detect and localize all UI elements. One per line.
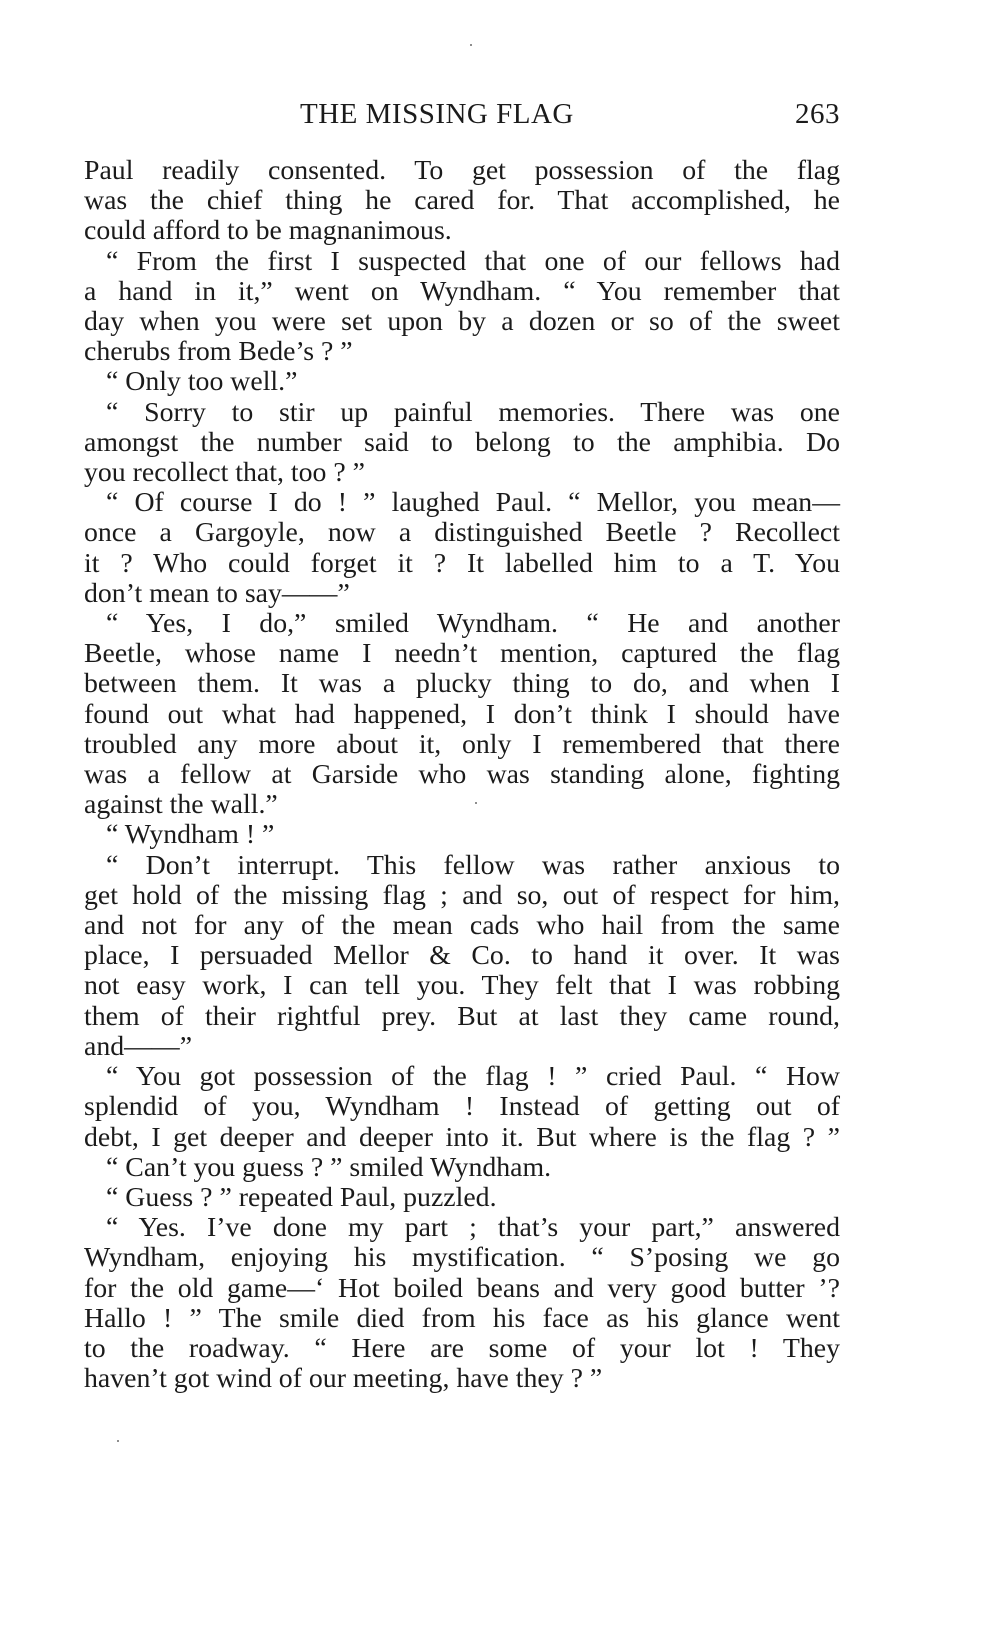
text-line: don’t mean to say——” (84, 577, 350, 609)
text-line: and not for any of the mean cads who hail from the same (84, 910, 840, 942)
running-title: THE MISSING FLAG (300, 98, 574, 130)
text-line: debt, I get deeper and deeper into it. But where is the flag ? ” (84, 1121, 840, 1153)
text-line: found out what had happened, I don’t think I should have (84, 698, 840, 730)
text-line: a hand in it,” went on Wyndham. “ You remember that (84, 275, 840, 307)
text-line: it ? Who could forget it ? It labelled him to a T. You (84, 547, 840, 579)
text-line: not easy work, I can tell you. They felt that I was robbing (84, 970, 840, 1002)
text-line: was a fellow at Garside who was standing alone, fighting (84, 759, 840, 791)
text-line: splendid of you, Wyndham ! Instead of getting out of (84, 1091, 840, 1123)
text-line: once a Gargoyle, now a distinguished Beetle ? Recollect (84, 517, 840, 549)
text-line: “ Yes, I do,” smiled Wyndham. “ He and another (106, 608, 840, 640)
text-line: “ Only too well.” (106, 366, 298, 398)
page-content (84, 98, 840, 1394)
text-line: get hold of the missing flag ; and so, out of respect for him, (84, 879, 840, 911)
text-line: to the roadway. “ Here are some of your lot ! They (84, 1332, 840, 1364)
text-line: you recollect that, too ? ” (84, 457, 365, 489)
text-line: them of their rightful prey. But at last they came round, (84, 1000, 840, 1032)
text-line: troubled any more about it, only I remembered that there (84, 728, 840, 760)
text-line: “ Can’t you guess ? ” smiled Wyndham. (106, 1151, 552, 1183)
page-number: 263 (795, 98, 840, 130)
text-line: “ Sorry to stir up painful memories. There was one (106, 396, 840, 428)
text-line: “ Guess ? ” repeated Paul, puzzled. (106, 1181, 497, 1213)
text-line: amongst the number said to belong to the amphibia. Do (84, 426, 840, 458)
text-line: haven’t got wind of our meeting, have they ? ” (84, 1363, 603, 1395)
running-head (84, 98, 840, 138)
text-line: for the old game—‘ Hot boiled beans and very good butter ’? (84, 1272, 840, 1304)
text-line: against the wall.” (84, 789, 278, 821)
text-line: could afford to be magnanimous. (84, 215, 452, 247)
text-line: Beetle, whose name I needn’t mention, captured the flag (84, 638, 840, 670)
paper-speck (470, 44, 472, 46)
text-line: between them. It was a plucky thing to do, and when I (84, 668, 840, 700)
text-line: Wyndham, enjoying his mystification. “ S’posing we go (84, 1242, 840, 1274)
paper-speck (117, 1440, 119, 1442)
text-line: “ You got possession of the flag ! ” cried Paul. “ How (106, 1061, 840, 1093)
text-line: was the chief thing he cared for. That accomplished, he (84, 185, 840, 217)
text-line: “ Of course I do ! ” laughed Paul. “ Mellor, you mean— (106, 487, 840, 519)
body-text (84, 156, 840, 1394)
text-line: “ Don’t interrupt. This fellow was rather anxious to (106, 849, 840, 881)
text-line: place, I persuaded Mellor & Co. to hand it over. It was (84, 940, 840, 972)
text-line: day when you were set upon by a dozen or so of the sweet (84, 306, 840, 338)
text-line: Paul readily consented. To get possession of the flag (84, 155, 840, 186)
text-line: “ Wyndham ! ” (106, 819, 275, 851)
text-line: and——” (84, 1030, 193, 1062)
text-line: “ Yes. I’ve done my part ; that’s your part,” answered (106, 1212, 840, 1244)
text-line: Hallo ! ” The smile died from his face as his glance went (84, 1302, 840, 1334)
text-line: cherubs from Bede’s ? ” (84, 336, 353, 368)
text-line: “ From the first I suspected that one of our fellows had (106, 245, 840, 277)
